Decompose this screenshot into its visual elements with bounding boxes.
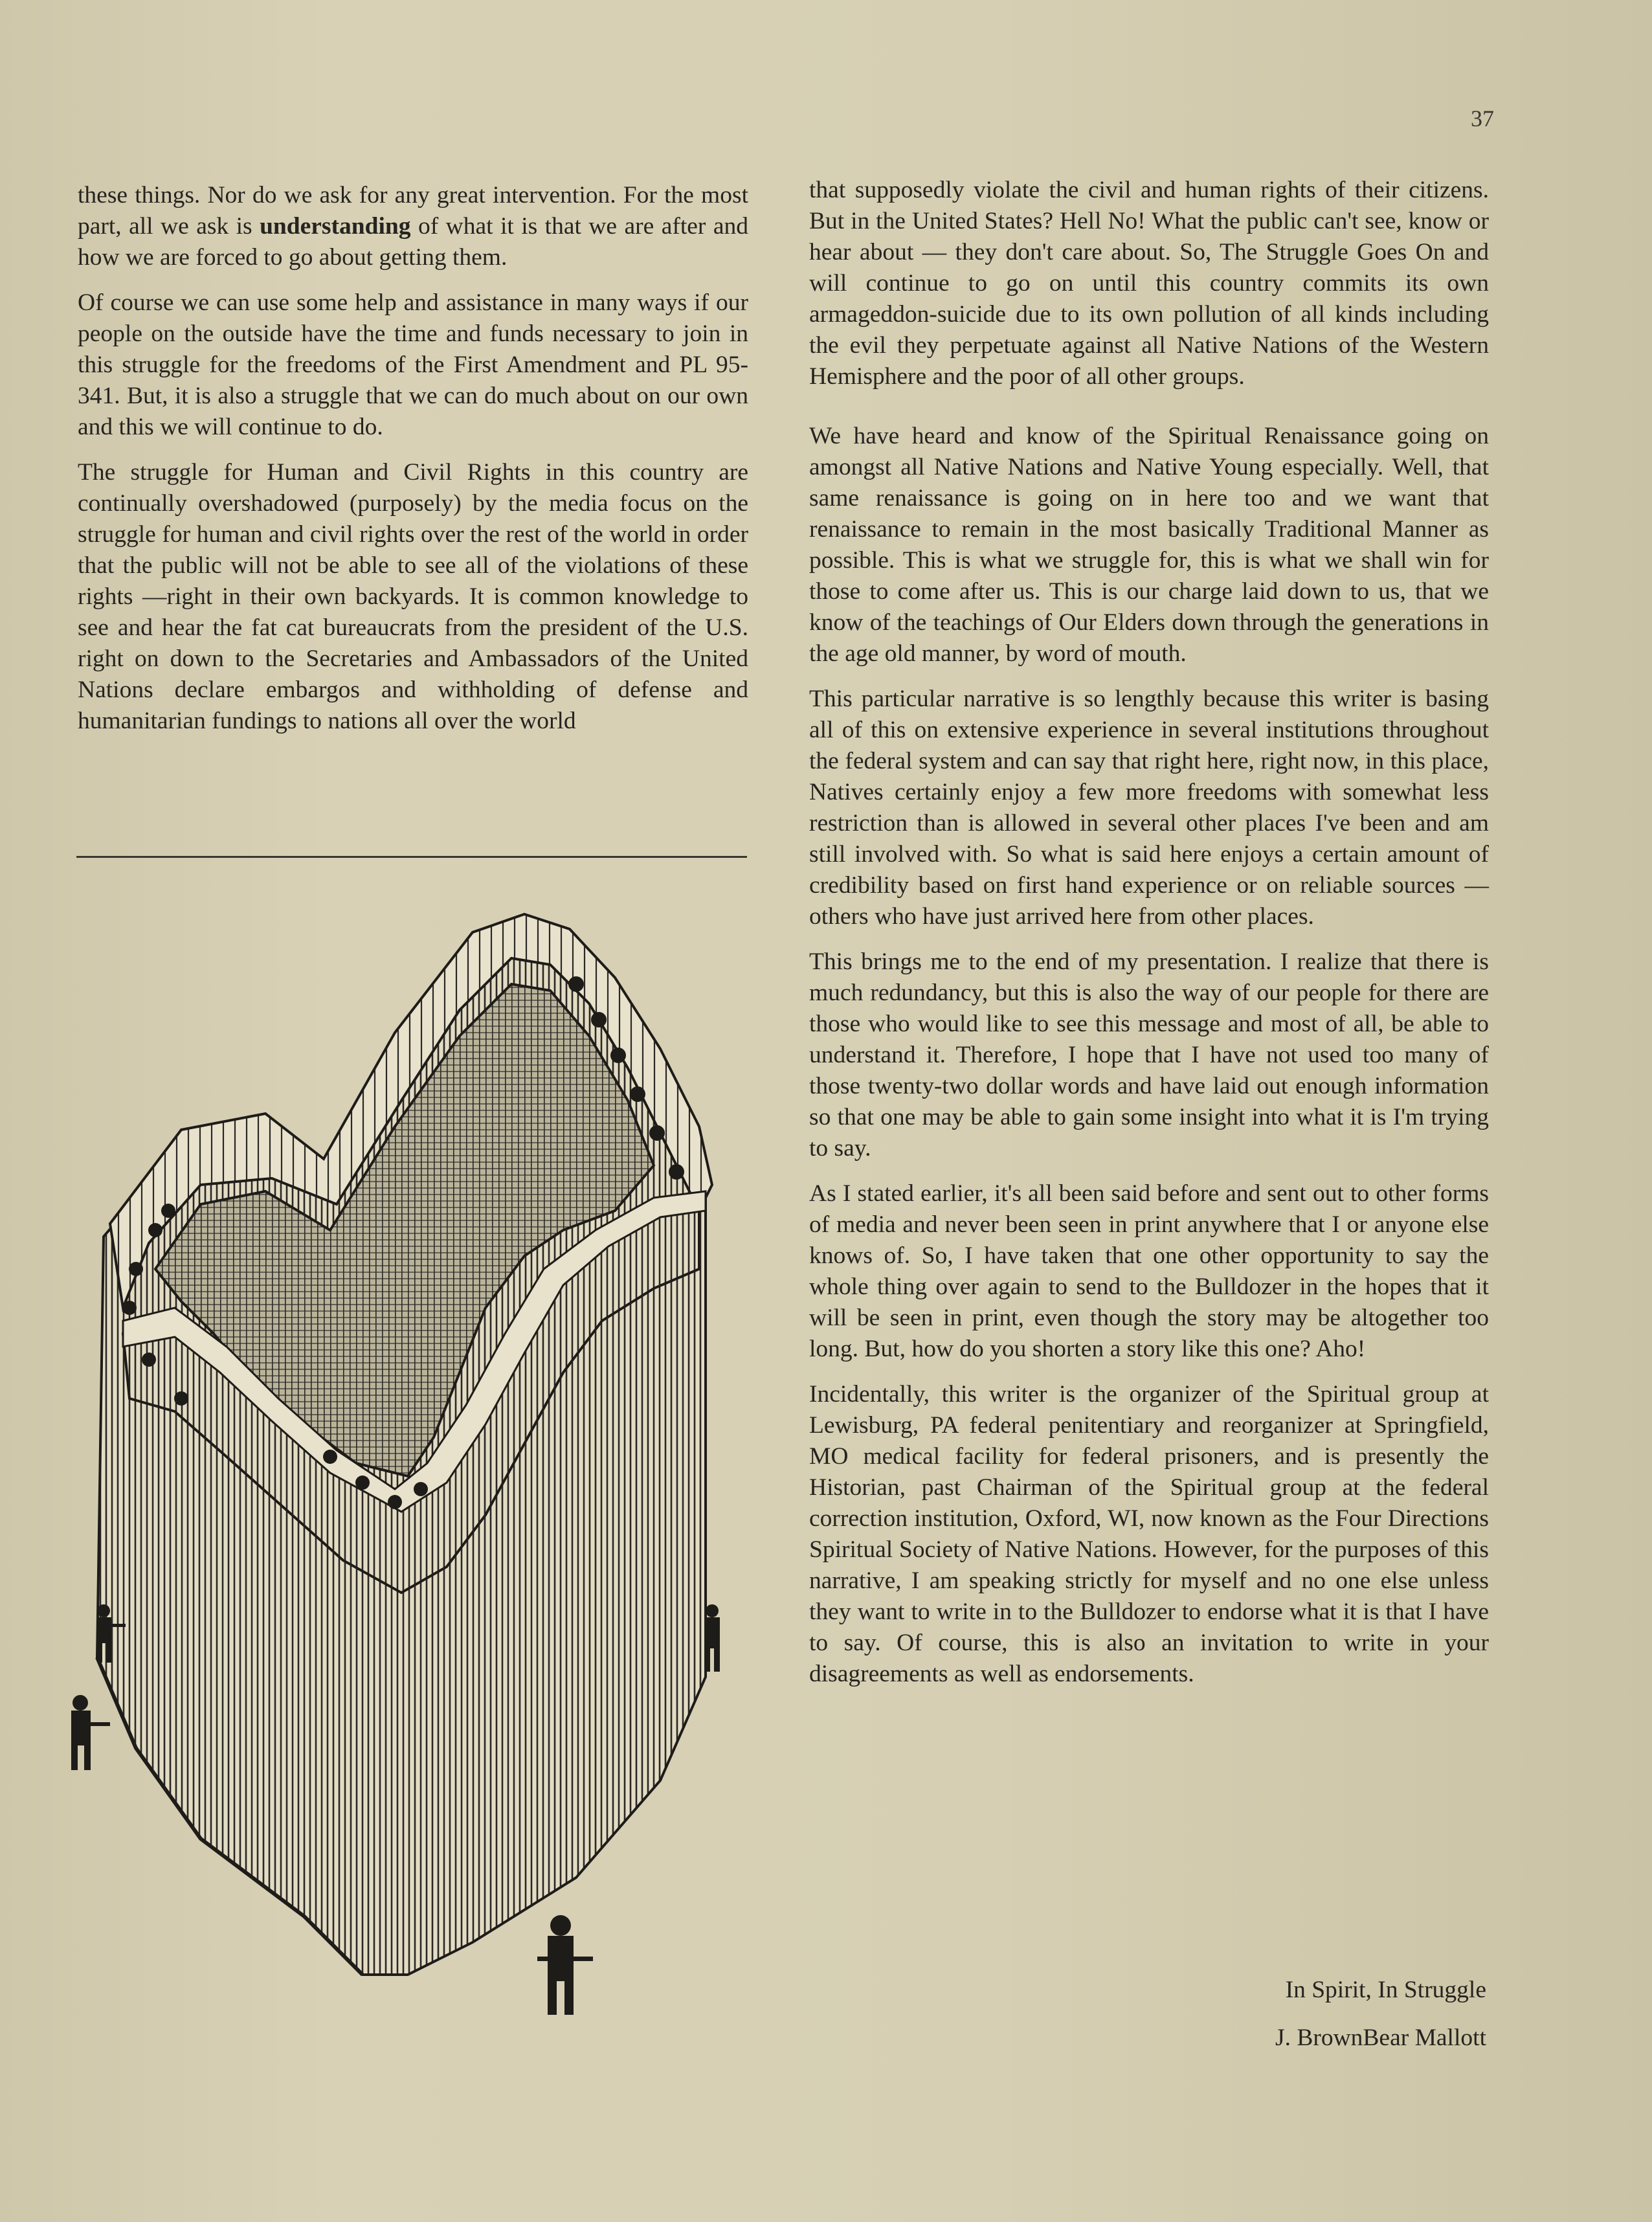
left-paragraph-1 xyxy=(78,180,748,273)
left-paragraph-1-end: of what it is that we are after and how we are forced to go about getting them. xyxy=(78,213,748,271)
right-text-column xyxy=(809,175,1489,1704)
page-number: 37 xyxy=(1471,106,1494,131)
left-text-column xyxy=(78,180,748,751)
right-paragraph-6: Incidentally, this writer is the organizer of the Spiritual group at Lewisburg, PA federal penitentiary and reorganizer at Springfield, MO medical facility for federal prisoners, and is presently the Historian, past Chairman of the Spiritual group at the federal correction institution, Oxford, WI, now known as the Four Directions Spiritual Society of Native Nations. However, for the purposes of this narrative, I am speaking strictly for myself and no one else unless they want to write in to the Bulldozer to endorse what it is that I have to say. Of course, this is also an invitation to write in your disagreements as well as endorsements. xyxy=(809,1381,1489,1687)
right-paragraph-5: As I stated earlier, it's all been said before and sent out to other forms of media and never been seen in print anywhere that I or anyone else knows of. So, I have taken that one other opportunity to say the whole thing over again to send to the Bulldozer in the hopes that it will be seen in print, even though the story may be altogether too long. But, how do you shorten a story like this one? Aho! xyxy=(809,1180,1489,1362)
column-divider-rule xyxy=(76,856,747,858)
right-paragraph-2: We have heard and know of the Spiritual Renaissance going on amongst all Native Nations and Native Young especially. Well, that same renaissance is going on in here too and we want that renaissance to remain in the most basically Traditional Manner as possible. This is what we struggle for, this is what we shall win for those to come after us. This is our charge laid down to us, that we know of the teachings of Our Elders down through the generations in the age old manner, by word of mouth. xyxy=(809,423,1489,667)
emphasis-understanding: understanding xyxy=(260,213,411,240)
closing-line: In Spirit, In Struggle xyxy=(1285,1977,1486,2003)
author-name: J. BrownBear Mallott xyxy=(1275,2025,1486,2051)
right-paragraph-4: This brings me to the end of my presentation. I realize that there is much redundancy, but this is also the way of our people for there are those who would like to see this message and most of all, be able to understand it. Therefore, I hope that I have not used too many of those twenty-two dollar words and have laid out enough information so that one may be able to gain some insight into what it is I'm trying to say. xyxy=(809,948,1489,1162)
prison-wall-illustration xyxy=(58,906,731,2046)
right-paragraph-1: that supposedly violate the civil and human rights of their citizens. But in the United States? Hell No! What the public can't see, know or hear about — they don't care about. So, The Struggle Goes On and will continue to go on until this country commits its own armageddon-suicide due to its own pollution of all kinds including the evil they perpetuate against all Native Nations of the Western Hemisphere and the poor of all other groups. xyxy=(809,177,1489,390)
right-paragraph-3: This particular narrative is so lengthly because this writer is basing all of this on extensive experience in several institutions throughout the federal system and can say that right here, right now, in this place, Natives certainly enjoy a few more freedoms with somewhat less restriction than is allowed in several other places I've been and am still involved with. So what is said here enjoys a certain amount of credibility based on first hand experience or on reliable sources — others who have just arrived here from other places. xyxy=(809,686,1489,930)
guard-figure-4 xyxy=(537,1915,593,2015)
left-paragraph-3: The struggle for Human and Civil Rights in this country are continually overshadowed (purposely) by the media focus on the struggle for human and civil rights over the rest of the world in order that the public will not be able to see all of the violations of these rights —right in their own backyards. It is common knowledge to see and hear the fat cat bureaucrats from the president of the U.S. right on down to the Secretaries and Ambassadors of the United Nations declare embargos and withholding of defense and humanitarian fundings to nations all over the world xyxy=(78,459,748,734)
guard-figure-2 xyxy=(71,1695,110,1770)
left-paragraph-2: Of course we can use some help and assistance in many ways if our people on the outside have the time and funds necessary to join in this struggle for the freedoms of the First Amendment and PL 95-341. But, it is also a struggle that we can do much about on our own and this we will continue to do. xyxy=(78,289,748,440)
left-paragraph-1-start: these things. Nor do we ask for any great intervention. For the most part, all we ask is xyxy=(78,182,748,240)
